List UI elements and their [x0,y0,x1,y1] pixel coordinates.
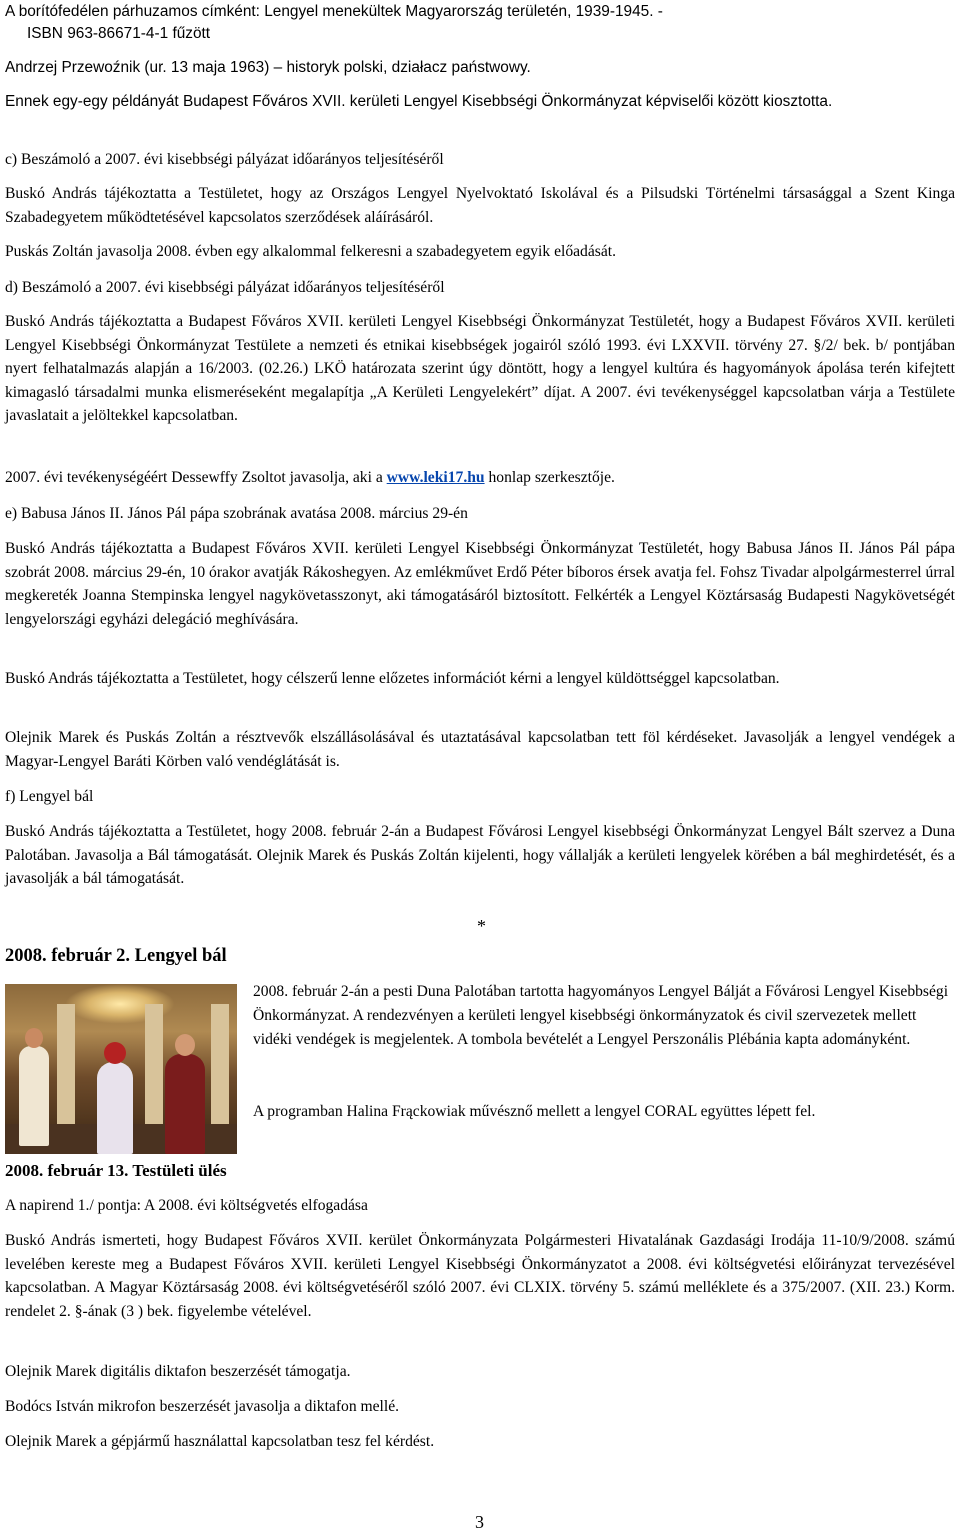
author-line: Andrzej Przewoźnik (ur. 13 maja 1963) – historyk polski, działacz państwowy. [5,59,531,76]
agenda-paragraph: Buskó András ismerteti, hogy Budapest Főváros XVII. kerület Önkormányzata Polgármesteri Hivatalának Gazdasági Irodája 11-10/9/2008. számú levelében kereste meg a Budapest Főváros XVII. kerületi Lengyel Kisebbségi Önkormányzatot a 2008. évi költségvetési előirányzat tervezésével kapcsolatban. A Magyar Köztársaság 2008. évi költségvetéséről szóló 2007. évi CLXIX. törvény 5. számú melléklete és a 375/2007. (XII. 23.) Korm. rendelet 2. §-ának (3 ) bek. figyelembe vételével. [5,1232,955,1320]
section-e-paragraph-2: Buskó András tájékoztatta a Testületet, hogy célszerű lenne előzetes információt kérni a lengyel küldöttséggel kapcsolatban. [5,670,780,687]
website-link[interactable]: www.leki17.hu [386,469,485,486]
agenda-paragraph-3: Bodócs István mikrofon beszerzését javasolja a diktafon mellé. [5,1398,400,1415]
section-f-paragraph: Buskó András tájékoztatta a Testületet, hogy 2008. február 2-án a Budapest Fővárosi Lengyel kisebbségi Önkormányzat Lengyel Bált szervez a Duna Palotában. Javasolja a Bál támogatását. Olejnik Marek és Puskás Zoltán kijelenti, hogy vállalják a kerületi lengyelek körében a bál meghirdetését, és a javasolják a bál támogatását. [5,823,955,888]
meeting-heading: 2008. február 13. Testületi ülés [5,1161,227,1180]
section-c-paragraph-2: Puskás Zoltán javasolja 2008. évben egy alkalommal felkeresni a szabadegyetem egyik előadását. [5,243,616,260]
section-d-title: d) Beszámoló a 2007. évi kisebbségi pályázat időarányos teljesítéséről [5,279,445,296]
ball-heading: 2008. február 2. Lengyel bál [5,946,227,966]
section-e-title: e) Babusa János II. János Pál pápa szobrának avatása 2008. március 29-én [5,505,468,522]
ball-photo [5,984,237,1154]
section-e-paragraph: Buskó András tájékoztatta a Budapest Főváros XVII. kerületi Lengyel Kisebbségi Önkormányzat Testületét, hogy Babusa János II. János Pál pápa szobrát 2008. március 29-én, 10 órakor avatják Rákoshegyen. Az emlékművet Erdő Péter bíboros érsek avatja fel. Fohsz Tivadar alpolgármesterrel úrral megkereték Joanna Stempinska lengyel nagykövetasszonyt, aki támogatásáról biztosított. Felkérték a Lengyel Köztársaság Budapesti Nagykövetségét lengyelországi egyházi delegáció meghívására. [5,540,955,628]
section-d-paragraph: Buskó András tájékoztatta a Budapest Főváros XVII. kerületi Lengyel Kisebbségi Önkormányzat Testületét, hogy a Budapest Főváros XVII. kerületi Lengyel Kisebbségi Önkormányzat Testülete a nemzeti és etnikai kisebbségek jogairól szóló 1993. évi LXXVII. törvény 27. §/2/ bek. b/ pontjában nyert felhatalmazás alapján a 16/2003. (02.26.) LKÖ határozata szerint úgy döntött, hogy a lengyel kultúra és hagyományok ápolása terén kifejtett kimagasló társadalmi munka elismeréseként megalapítja „A Kerületi Lengyelekért” díjat. A 2007. évi tevékenységgel kapcsolatban várja a Testülete javaslatait a jelöltekkel kapcsolatban. [5,313,955,425]
distribution-line: Ennek egy-egy példányát Budapest Főváros XVII. kerületi Lengyel Kisebbségi Önkormányzat képviselői között kiosztotta. [5,93,833,110]
cover-note-line: A borítófedélen párhuzamos címként: Lengyel menekültek Magyarország területén, 1939-1945. - [5,3,663,20]
section-c-paragraph: Buskó András tájékoztatta a Testületet, hogy az Országos Lengyel Nyelvoktató Iskolával és a Pilsudski Történelmi társasággal a Szent Kinga Szabadegyetem működtetésével kapcsolatos szerződések aláírásáról. [5,185,955,226]
agenda-paragraph-2: Olejnik Marek digitális diktafon beszerzését támogatja. [5,1363,351,1380]
ball-paragraph-2: A programban Halina Frąckowiak művésznő mellett a lengyel CORAL együttes lépett fel. [253,1103,816,1120]
section-f-title: f) Lengyel bál [5,788,94,805]
section-c-title: c) Beszámoló a 2007. évi kisebbségi pályázat időarányos teljesítéséről [5,151,444,168]
ball-paragraph: 2008. február 2-án a pesti Duna Palotában tartotta hagyományos Lengyel Bálját a Fővárosi Lengyel Kisebbségi Önkormányzat. A rendezvényen a kerületi lengyel kisebbségi önkormányzatok és civil szervezetek mellett vidéki vendégek is megjelentek. A tombola bevételét a Lengyel Perszonális Plébánia kapta adományként. [253,983,949,1049]
page-number: 3 [475,1512,484,1532]
agenda-paragraph-4: Olejnik Marek a gépjármű használattal kapcsolatban tesz fel kérdést. [5,1433,435,1450]
separator-asterisk: * [477,916,486,936]
section-d-paragraph-2: 2007. évi tevékenységéért Dessewffy Zsoltot javasolja, aki a www.leki17.hu honlap szerkesztője. [5,469,615,486]
isbn-line: ISBN 963-86671-4-1 fűzött [27,25,211,42]
agenda-item: A napirend 1./ pontja: A 2008. évi költségvetés elfogadása [5,1197,368,1214]
section-e-paragraph-3: Olejnik Marek és Puskás Zoltán a résztvevők elszállásolásával és utaztatásával kapcsolatban tett föl kérdéseket. Javasolják a lengyel vendégek a Magyar-Lengyel Baráti Körben való vendéglátását is. [5,729,955,770]
